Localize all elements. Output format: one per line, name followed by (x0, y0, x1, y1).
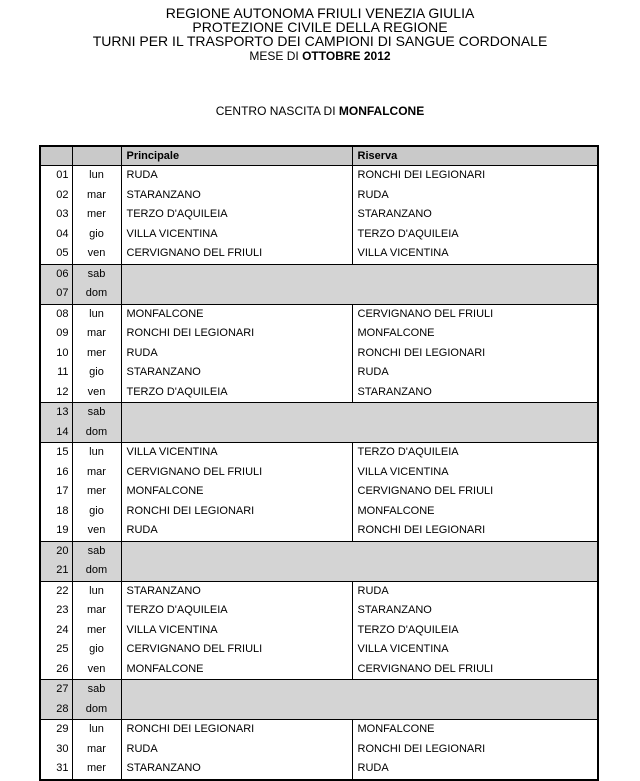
table-row (40, 304, 598, 324)
document-header (0, 6, 640, 64)
day-number-cell: 26 (56, 662, 69, 675)
principale-cell: RONCHI DEI LEGIONARI (121, 502, 352, 522)
riserva-cell: MONFALCONE (352, 502, 598, 522)
weekday-cell: lun (72, 304, 121, 324)
principale-cell: MONFALCONE (121, 660, 352, 680)
weekend-empty-cell (121, 264, 598, 284)
riserva-cell: RONCHI DEI LEGIONARI (352, 521, 598, 541)
weekday-cell: mar (72, 324, 121, 344)
day-number-cell: 13 (40, 403, 72, 423)
weekday-cell: mar (72, 740, 121, 760)
principale-cell: RUDA (121, 521, 352, 541)
day-number-cell: 08 (56, 307, 69, 320)
weekday-cell: mer (72, 759, 121, 780)
day-number-cell: 17 (56, 485, 69, 498)
principale-cell: STARANZANO (121, 759, 352, 780)
riserva-cell: RUDA (352, 186, 598, 206)
weekday-cell: ven (72, 383, 121, 403)
day-number-cell: 10 (56, 346, 69, 359)
shifts-table-body (40, 166, 598, 780)
weekday-cell: lun (72, 166, 121, 186)
doc-title-line1: REGIONE AUTONOMA FRIULI VENEZIA GIULIA (165, 5, 475, 21)
day-number-cell: 31 (56, 762, 69, 775)
day-number-cell: 12 (56, 385, 69, 398)
table-row (40, 601, 598, 621)
riserva-cell: STARANZANO (352, 383, 598, 403)
riserva-cell: RUDA (352, 759, 598, 780)
weekday-cell: mar (72, 463, 121, 483)
day-number-cell: 24 (56, 623, 69, 636)
riserva-cell: RUDA (352, 581, 598, 601)
weekend-empty-cell (121, 423, 598, 443)
weekend-empty-cell (121, 561, 598, 581)
weekday-cell: dom (72, 561, 121, 581)
riserva-cell: MONFALCONE (352, 324, 598, 344)
weekend-empty-cell (121, 541, 598, 561)
riserva-cell: VILLA VICENTINA (352, 463, 598, 483)
day-number-cell: 23 (56, 604, 69, 617)
doc-title-line2: PROTEZIONE CIVILE DELLA REGIONE (192, 19, 448, 36)
day-number-cell: 14 (40, 423, 72, 443)
table-row (40, 463, 598, 483)
riserva-cell: CERVIGNANO DEL FRIULI (352, 482, 598, 502)
riserva-cell: STARANZANO (352, 205, 598, 225)
principale-cell: CERVIGNANO DEL FRIULI (121, 244, 352, 264)
principale-cell: MONFALCONE (121, 304, 352, 324)
shifts-table (39, 145, 599, 781)
table-row-weekend (40, 541, 598, 561)
table-row (40, 660, 598, 680)
riserva-cell: STARANZANO (352, 601, 598, 621)
day-number-cell: 19 (56, 524, 69, 537)
table-row (40, 521, 598, 541)
table-row-weekend (40, 561, 598, 581)
day-number-cell: 16 (56, 465, 69, 478)
riserva-cell: MONFALCONE (352, 720, 598, 740)
principale-cell: MONFALCONE (121, 482, 352, 502)
riserva-cell: VILLA VICENTINA (352, 244, 598, 264)
weekday-cell: lun (72, 581, 121, 601)
day-number-cell: 22 (56, 584, 69, 597)
day-number-cell: 29 (56, 723, 69, 736)
principale-cell: RONCHI DEI LEGIONARI (121, 720, 352, 740)
table-row (40, 640, 598, 660)
principale-cell: VILLA VICENTINA (121, 225, 352, 245)
table-row (40, 244, 598, 264)
principale-cell: RUDA (121, 740, 352, 760)
subtitle-bold: MONFALCONE (338, 104, 425, 118)
table-row (40, 363, 598, 383)
col-header-principale: Principale (121, 146, 352, 166)
day-number-cell: 09 (56, 327, 69, 340)
principale-cell: VILLA VICENTINA (121, 621, 352, 641)
principale-cell: VILLA VICENTINA (121, 443, 352, 463)
weekday-cell: mar (72, 186, 121, 206)
principale-cell: CERVIGNANO DEL FRIULI (121, 463, 352, 483)
day-number-cell: 27 (40, 680, 72, 700)
principale-cell: STARANZANO (121, 186, 352, 206)
principale-cell: CERVIGNANO DEL FRIULI (121, 640, 352, 660)
weekend-empty-cell (121, 403, 598, 423)
riserva-cell: TERZO D'AQUILEIA (352, 225, 598, 245)
table-row (40, 225, 598, 245)
weekday-cell: gio (72, 225, 121, 245)
doc-title-line3: TURNI PER IL TRASPORTO DEI CAMPIONI DI SANGUE CORDONALE (92, 33, 548, 50)
table-row-weekend (40, 264, 598, 284)
doc-title-line4 (0, 49, 640, 64)
weekday-cell: mar (72, 601, 121, 621)
principale-cell: STARANZANO (121, 581, 352, 601)
day-number-cell: 30 (56, 742, 69, 755)
weekday-cell: sab (72, 680, 121, 700)
table-header-row (40, 146, 598, 166)
table-row-weekend (40, 700, 598, 720)
weekday-cell: gio (72, 363, 121, 383)
principale-cell: TERZO D'AQUILEIA (121, 383, 352, 403)
table-row (40, 759, 598, 780)
weekend-empty-cell (121, 700, 598, 720)
table-row (40, 720, 598, 740)
table-row (40, 324, 598, 344)
day-number-cell: 11 (57, 366, 69, 379)
principale-cell: RONCHI DEI LEGIONARI (121, 324, 352, 344)
riserva-cell: TERZO D'AQUILEIA (352, 621, 598, 641)
table-row (40, 443, 598, 463)
weekday-cell: sab (72, 541, 121, 561)
weekday-cell: lun (72, 720, 121, 740)
day-number-cell: 21 (40, 561, 72, 581)
day-number-cell: 06 (40, 264, 72, 284)
day-number-cell: 18 (56, 504, 69, 517)
table-row-weekend (40, 284, 598, 304)
day-number-cell: 20 (40, 541, 72, 561)
weekday-cell: gio (72, 640, 121, 660)
table-row (40, 186, 598, 206)
day-number-cell: 05 (56, 247, 69, 260)
month-label-bold: OTTOBRE 2012 (302, 48, 391, 63)
day-number-cell: 28 (40, 700, 72, 720)
principale-cell: TERZO D'AQUILEIA (121, 601, 352, 621)
table-row (40, 383, 598, 403)
header-empty-weekday-cell (72, 146, 121, 166)
weekday-cell: lun (72, 443, 121, 463)
col-header-riserva: Riserva (352, 146, 598, 166)
day-number-cell: 03 (56, 208, 69, 221)
table-row (40, 621, 598, 641)
riserva-cell: RONCHI DEI LEGIONARI (352, 740, 598, 760)
weekday-cell: mer (72, 205, 121, 225)
table-row-weekend (40, 680, 598, 700)
principale-cell: TERZO D'AQUILEIA (121, 205, 352, 225)
day-number-cell: 15 (56, 446, 69, 459)
day-number-cell: 04 (56, 227, 69, 240)
subtitle-prefix: CENTRO NASCITA DI (215, 104, 339, 118)
table-row (40, 482, 598, 502)
riserva-cell: CERVIGNANO DEL FRIULI (352, 660, 598, 680)
day-number-cell: 02 (56, 188, 69, 201)
day-number-cell: 07 (40, 284, 72, 304)
weekday-cell: mer (72, 482, 121, 502)
table-row (40, 205, 598, 225)
weekend-empty-cell (121, 284, 598, 304)
weekday-cell: ven (72, 521, 121, 541)
weekday-cell: mer (72, 621, 121, 641)
weekday-cell: dom (72, 284, 121, 304)
table-row-weekend (40, 423, 598, 443)
table-row (40, 502, 598, 522)
principale-cell: RUDA (121, 166, 352, 186)
riserva-cell: TERZO D'AQUILEIA (352, 443, 598, 463)
riserva-cell: RONCHI DEI LEGIONARI (352, 166, 598, 186)
riserva-cell: RUDA (352, 363, 598, 383)
weekday-cell: sab (72, 264, 121, 284)
principale-cell: STARANZANO (121, 363, 352, 383)
weekday-cell: dom (72, 423, 121, 443)
weekday-cell: ven (72, 244, 121, 264)
month-label-prefix: MESE DI (249, 48, 303, 63)
weekday-cell: dom (72, 700, 121, 720)
riserva-cell: RONCHI DEI LEGIONARI (352, 344, 598, 364)
table-row (40, 581, 598, 601)
weekend-empty-cell (121, 680, 598, 700)
weekday-cell: gio (72, 502, 121, 522)
weekday-cell: ven (72, 660, 121, 680)
header-empty-day-cell (40, 146, 72, 166)
principale-cell: RUDA (121, 344, 352, 364)
table-row (40, 166, 598, 186)
weekday-cell: mer (72, 344, 121, 364)
table-row (40, 344, 598, 364)
day-number-cell: 25 (56, 643, 69, 656)
riserva-cell: VILLA VICENTINA (352, 640, 598, 660)
weekday-cell: sab (72, 403, 121, 423)
table-row-weekend (40, 403, 598, 423)
table-row (40, 740, 598, 760)
day-number-cell: 01 (56, 169, 69, 182)
riserva-cell: CERVIGNANO DEL FRIULI (352, 304, 598, 324)
birth-center-subtitle (0, 105, 640, 117)
